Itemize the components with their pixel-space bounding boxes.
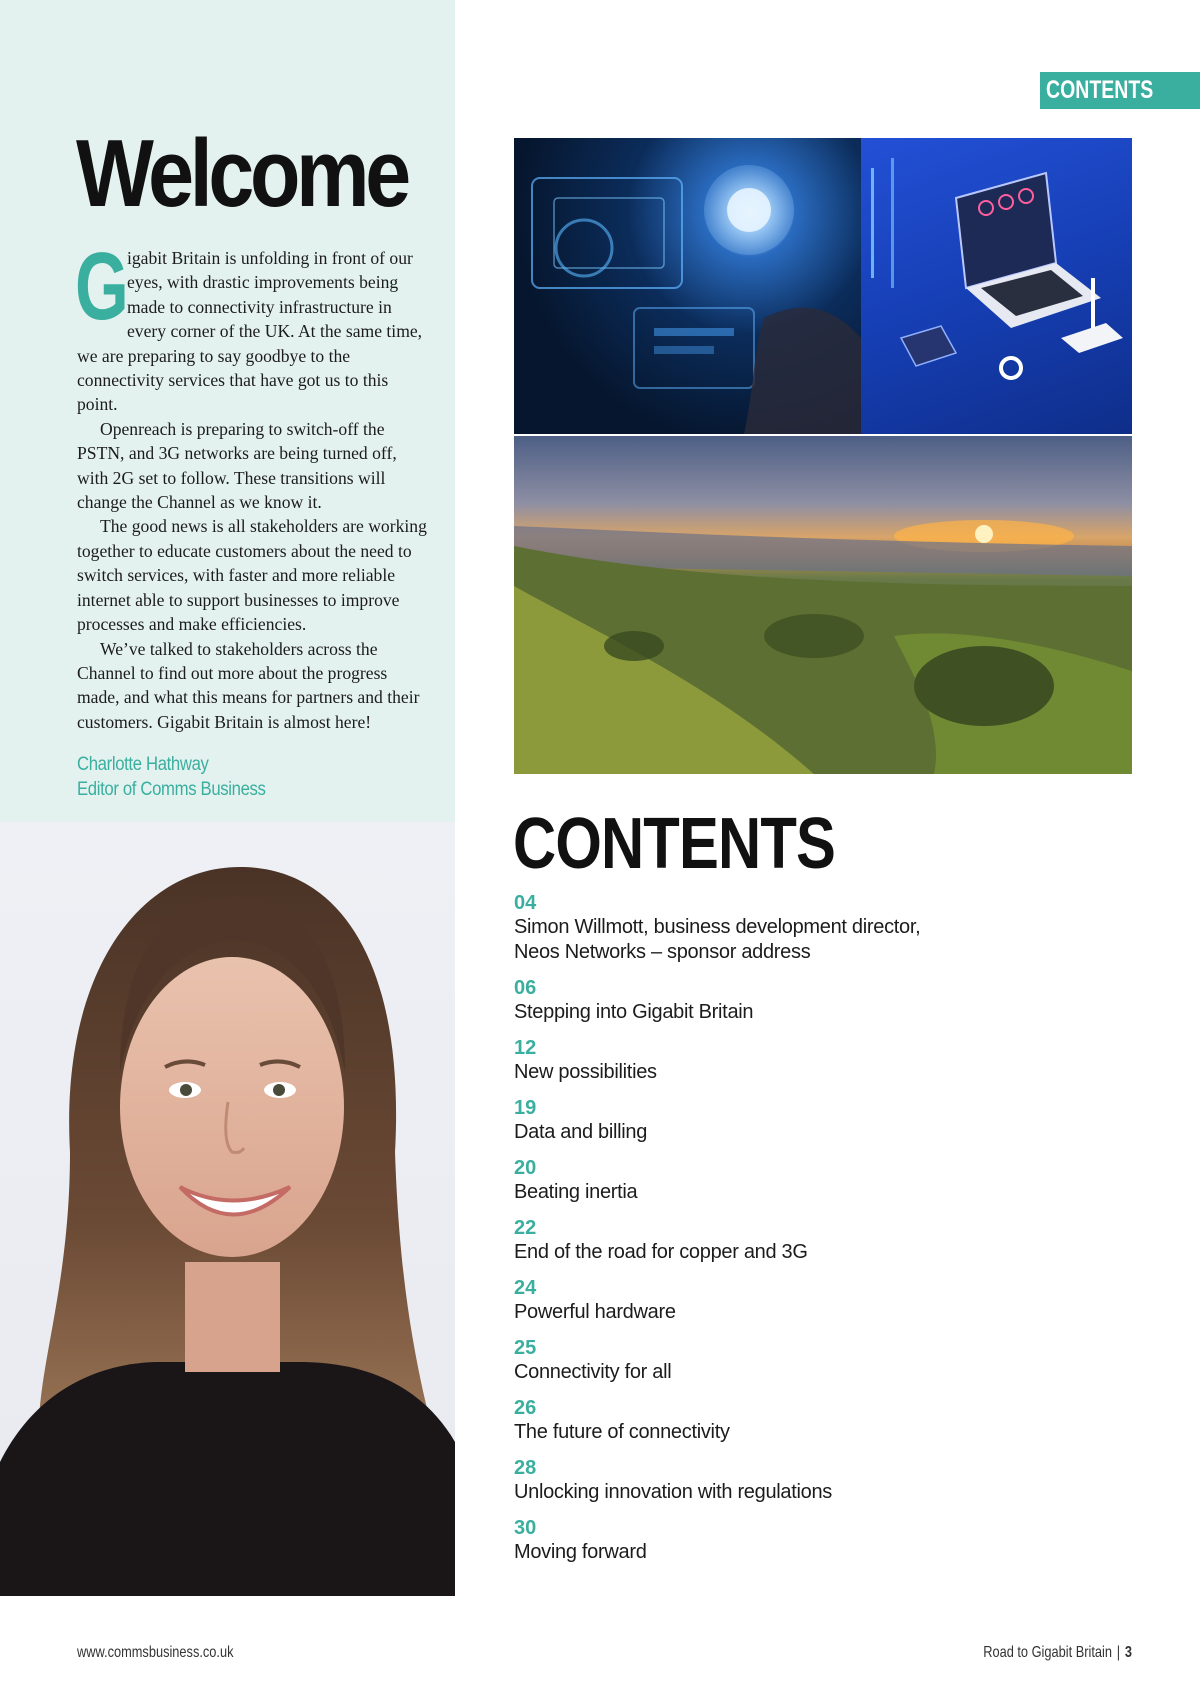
toc-page-number: 26: [514, 1397, 537, 1419]
toc-page-number: 12: [514, 1037, 537, 1059]
welcome-body: [75, 233, 429, 734]
toc-item-12[interactable]: [514, 1036, 1074, 1085]
toc-title: Simon Willmott, business development director,: [514, 916, 921, 938]
toc-item-19[interactable]: [514, 1096, 1074, 1145]
footer-publication-name: Road to Gigabit Britain: [983, 1644, 1112, 1661]
toc-page-number: 20: [514, 1157, 537, 1179]
toc-item-04[interactable]: [514, 891, 1074, 965]
welcome-paragraph-4: We’ve talked to stakeholders across the Channel to find out more about the progress made, and what this means for partners and their customers. Gigabit Britain is almost here!: [77, 638, 420, 732]
laptop-network-image: [861, 138, 1132, 434]
welcome-paragraph-1: G igabit Britain is unfolding in front of our eyes, with drastic improvements being made to connectivity infrastructure in every corner of the UK. At the same time, we are preparing to say goodbye to the connectivity services that have got us to this point.: [75, 233, 423, 415]
toc-title: Powerful hardware: [514, 1301, 676, 1323]
toc-title: Beating inertia: [514, 1181, 638, 1203]
editor-portrait-image: [0, 822, 455, 1596]
toc-page-number: 28: [514, 1457, 537, 1479]
countryside-sunset-image: [514, 436, 1132, 774]
welcome-paragraph-3: The good news is all stakeholders are working together to educate customers about the need to switch services, with faster and more reliable internet able to support businesses to improve processes and make efficiencies.: [77, 516, 427, 635]
welcome-paragraph-2: Openreach is preparing to switch-off the PSTN, and 3G networks are being turned off, with 2G set to follow. These transitions will change the Channel as we know it.: [77, 418, 397, 513]
toc-page-number: 24: [514, 1277, 537, 1299]
toc-page-number: 30: [514, 1517, 537, 1539]
toc-item-30[interactable]: [514, 1516, 1074, 1565]
technology-image: [514, 138, 861, 434]
toc-item-06[interactable]: [514, 976, 1074, 1025]
toc-page-number: 06: [514, 977, 537, 999]
section-tab-label: CONTENTS: [1046, 76, 1154, 104]
toc-page-number: 22: [514, 1217, 537, 1239]
footer-separator: |: [1116, 1644, 1121, 1661]
drop-cap: G: [75, 233, 129, 340]
toc-page-number: 19: [514, 1097, 537, 1119]
toc-title: New possibilities: [514, 1061, 657, 1083]
toc-title: Data and billing: [514, 1121, 648, 1143]
toc-item-26[interactable]: [514, 1396, 1074, 1445]
toc-page-number: 25: [514, 1337, 537, 1359]
laptop-illustration: [861, 138, 1132, 434]
toc-title: The future of connectivity: [514, 1421, 730, 1443]
portrait-illustration: [0, 822, 455, 1596]
toc-page-number: 04: [514, 892, 537, 914]
toc-item-28[interactable]: [514, 1456, 1074, 1505]
contents-title: CONTENTS: [513, 804, 836, 884]
technology-illustration: [514, 138, 861, 434]
toc-title: Moving forward: [514, 1541, 647, 1563]
table-of-contents: [514, 891, 1074, 1576]
toc-title: Stepping into Gigabit Britain: [514, 1001, 754, 1023]
section-tab: [1040, 72, 1200, 109]
toc-item-25[interactable]: [514, 1336, 1074, 1385]
toc-item-20[interactable]: [514, 1156, 1074, 1205]
byline: [77, 752, 291, 802]
toc-title: End of the road for copper and 3G: [514, 1241, 808, 1263]
landscape-illustration: [514, 436, 1132, 774]
byline-name: Charlotte Hathway: [77, 754, 209, 775]
footer-publication: [983, 1644, 1132, 1662]
toc-item-22[interactable]: [514, 1216, 1074, 1265]
welcome-title: Welcome: [76, 120, 407, 227]
toc-title: Connectivity for all: [514, 1361, 672, 1383]
footer-url[interactable]: www.commsbusiness.co.uk: [77, 1644, 234, 1661]
toc-title-line-2: Neos Networks – sponsor address: [514, 941, 811, 963]
toc-item-24[interactable]: [514, 1276, 1074, 1325]
toc-title: Unlocking innovation with regulations: [514, 1481, 832, 1503]
page-number: 3: [1124, 1644, 1132, 1661]
byline-role: Editor of Comms Business: [77, 779, 266, 800]
